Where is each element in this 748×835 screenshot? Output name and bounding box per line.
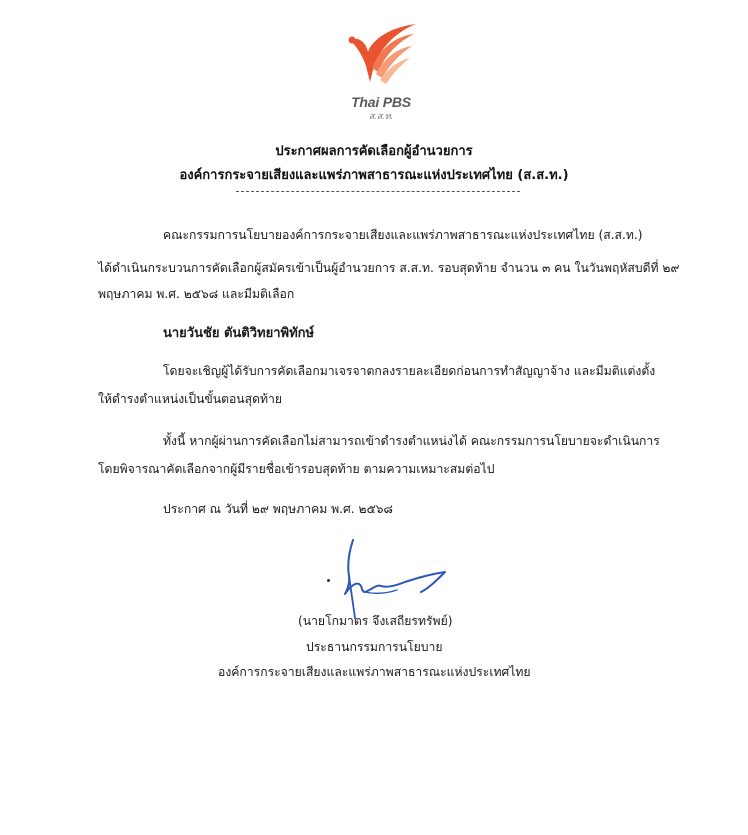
paragraph-2-line-2: ให้ดำรงตำแหน่งเป็นขั้นตอนสุดท้าย [98, 392, 283, 406]
announcement-date: ประกาศ ณ วันที่ ๒๙ พฤษภาคม พ.ศ. ๒๕๖๘ [163, 502, 393, 516]
paragraph-1-line-1: คณะกรรมการนโยบายองค์การกระจายเสียงและแพร่ภาพสาธารณะแห่งประเทศไทย (ส.ส.ท.) [163, 228, 643, 242]
handwritten-signature [325, 532, 465, 622]
signatory-name: (นายโกมาตร จึงเสถียรทรัพย์) [298, 614, 453, 628]
document-subtitle: องค์การกระจายเสียงและแพร่ภาพสาธารณะแห่งประเทศไทย (ส.ส.ท.) [179, 168, 569, 183]
paragraph-3-line-1: ทั้งนี้ หากผู้ผ่านการคัดเลือกไม่สามารถเข้าดำรงตำแหน่งได้ คณะกรรมการนโยบายจะดำเนินการ [163, 434, 660, 448]
logo-name: Thai PBS [351, 94, 411, 110]
paragraph-1-line-3: พฤษภาคม พ.ศ. ๒๕๖๘ และมีมติเลือก [98, 287, 295, 301]
thaipbs-bird-icon [344, 22, 418, 94]
logo-subtitle: ส.ส.ท. [368, 111, 394, 121]
paragraph-3-line-2: โดยพิจารณาคัดเลือกจากผู้มีรายชื่อเข้ารอบสุดท้าย ตามความเหมาะสมต่อไป [98, 462, 495, 476]
heading-divider [236, 191, 520, 192]
signatory-position: ประธานกรรมการนโยบาย [306, 640, 443, 654]
signatory-organization: องค์การกระจายเสียงและแพร่ภาพสาธารณะแห่งประเทศไทย [218, 665, 531, 679]
paragraph-1-line-2: ได้ดำเนินกระบวนการคัดเลือกผู้สมัครเข้าเป็นผู้อำนวยการ ส.ส.ท. รอบสุดท้าย จำนวน ๓ คน ในวันพฤหัสบดีที่ ๒๙ [98, 261, 680, 275]
paragraph-2-line-1: โดยจะเชิญผู้ได้รับการคัดเลือกมาเจรจาตกลงรายละเอียดก่อนการทำสัญญาจ้าง และมีมติแต่งตั้ง [163, 364, 656, 378]
ink-dot [327, 579, 330, 582]
thaipbs-logo [336, 22, 426, 122]
selected-candidate-name: นายวันชัย ตันติวิทยาพิทักษ์ [163, 326, 315, 341]
document-title: ประกาศผลการคัดเลือกผู้อำนวยการ [275, 144, 473, 159]
